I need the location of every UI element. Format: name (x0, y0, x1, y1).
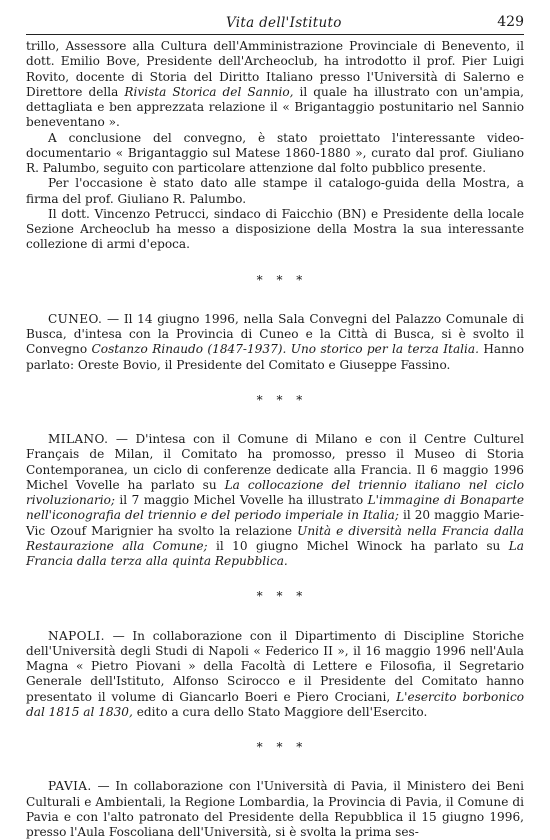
paragraph: PAVIA. — In collaborazione con l'Università di Pavia, il Ministero dei Beni Culturali e Ambientali, la Regione Lombardia, la Provincia di Pavia, il Comune di Pavia e con l'alto patronato del Presidente della Repubblica il 15 giugno 1996, presso l'Aula Foscoliana dell'Università, si è svolta la prima ses- (26, 779, 524, 839)
paragraph: Per l'occasione è stato dato alle stampe il catalogo-guida della Mostra, a firma del prof. Giuliano R. Palumbo. (26, 176, 524, 206)
body-text (26, 39, 524, 840)
paragraph: trillo, Assessore alla Cultura dell'Amministrazione Provinciale di Benevento, il dott. Emilio Bove, Presidente dell'Archeoclub, ha introdotto il prof. Pier Luigi Rovito, docente di Storia del Diritto Italiano presso l'Università di Salerno e Direttore della Rivista Storica del Sannio, il quale ha illustrato con un'ampia, dettagliata e ben apprezzata relazione il « Brigantaggio postunitario nel Sannio beneventano ». (26, 39, 525, 130)
document-page (26, 12, 524, 840)
city-heading: MILANO. (48, 432, 109, 446)
running-head: Vita dell'Istituto (226, 15, 342, 31)
section-separator: * * * (256, 740, 308, 754)
paragraph: MILANO. — D'intesa con il Comune di Milano e con il Centre Culturel Français de Milan, il Comitato ha promosso, presso il Museo di Storia Contemporanea, un ciclo di conferenze dedicate alla Francia. Il 6 maggio 1996 Michel Vovelle ha parlato su La collocazione del triennio italiano nel ciclo rivoluzionario; il 7 maggio Michel Vovelle ha illustrato L'immagine di Bonaparte nell'iconografia del triennio e del periodo imperiale in Italia; il 20 maggio Marie-Vic Ozouf Marignier ha svolto la relazione Unità e diversità nella Francia dalla Restaurazione alla Comune; il 10 giugno Michel Winock ha parlato su La Francia dalla terza alla quinta Repubblica. (26, 432, 525, 568)
city-heading: CUNEO. (48, 311, 103, 326)
city-heading: PAVIA. (48, 779, 92, 794)
paragraph: CUNEO. — Il 14 giugno 1996, nella Sala Convegni del Palazzo Comunale di Busca, d'intesa con la Provincia di Cuneo e la Città di Busca, si è svolto il Convegno Costanzo Rinaudo (1847-1937). Uno storico per la terza Italia. Hanno parlato: Oreste Bovio, il Presidente del Comitato e Giuseppe Fassino. (26, 311, 524, 372)
paragraph: A conclusione del convegno, è stato proiettato l'interessante video-documentario « Brigantaggio sul Matese 1860-1880 », curato dal prof. Giuliano R. Palumbo, seguito con particolare attenzione dal folto pubblico presente. (26, 130, 524, 175)
section-benevento (26, 39, 524, 253)
paragraph: Il dott. Vincenzo Petrucci, sindaco di Faicchio (BN) e Presidente della locale Sezione Archeoclub ha messo a disposizione della Mostra la sua interessante collezione di armi d'epoca. (26, 206, 524, 252)
section-napoli (26, 629, 524, 721)
section-milano (26, 432, 524, 569)
section-cuneo (26, 312, 524, 373)
city-heading: NAPOLI. (48, 628, 105, 643)
paragraph: NAPOLI. — In collaborazione con il Dipartimento di Discipline Storiche dell'Università degli Studi di Napoli « Federico II », il 16 maggio 1996 nell'Aula Magna « Pietro Piovani » della Facoltà di Lettere e Filosofia, il Segretario Generale dell'Istituto, Alfonso Scirocco e il Presidente del Comitato hanno presentato il volume di Giancarlo Boeri e Piero Crociani, L'esercito borbonico dal 1815 al 1830, edito a cura dello Stato Maggiore dell'Esercito. (26, 628, 524, 719)
page-number: 429 (497, 14, 524, 30)
section-separator: * * * (256, 589, 308, 604)
section-separator: * * * (256, 392, 308, 407)
section-separator: * * * (256, 272, 308, 287)
page-header (26, 12, 524, 35)
